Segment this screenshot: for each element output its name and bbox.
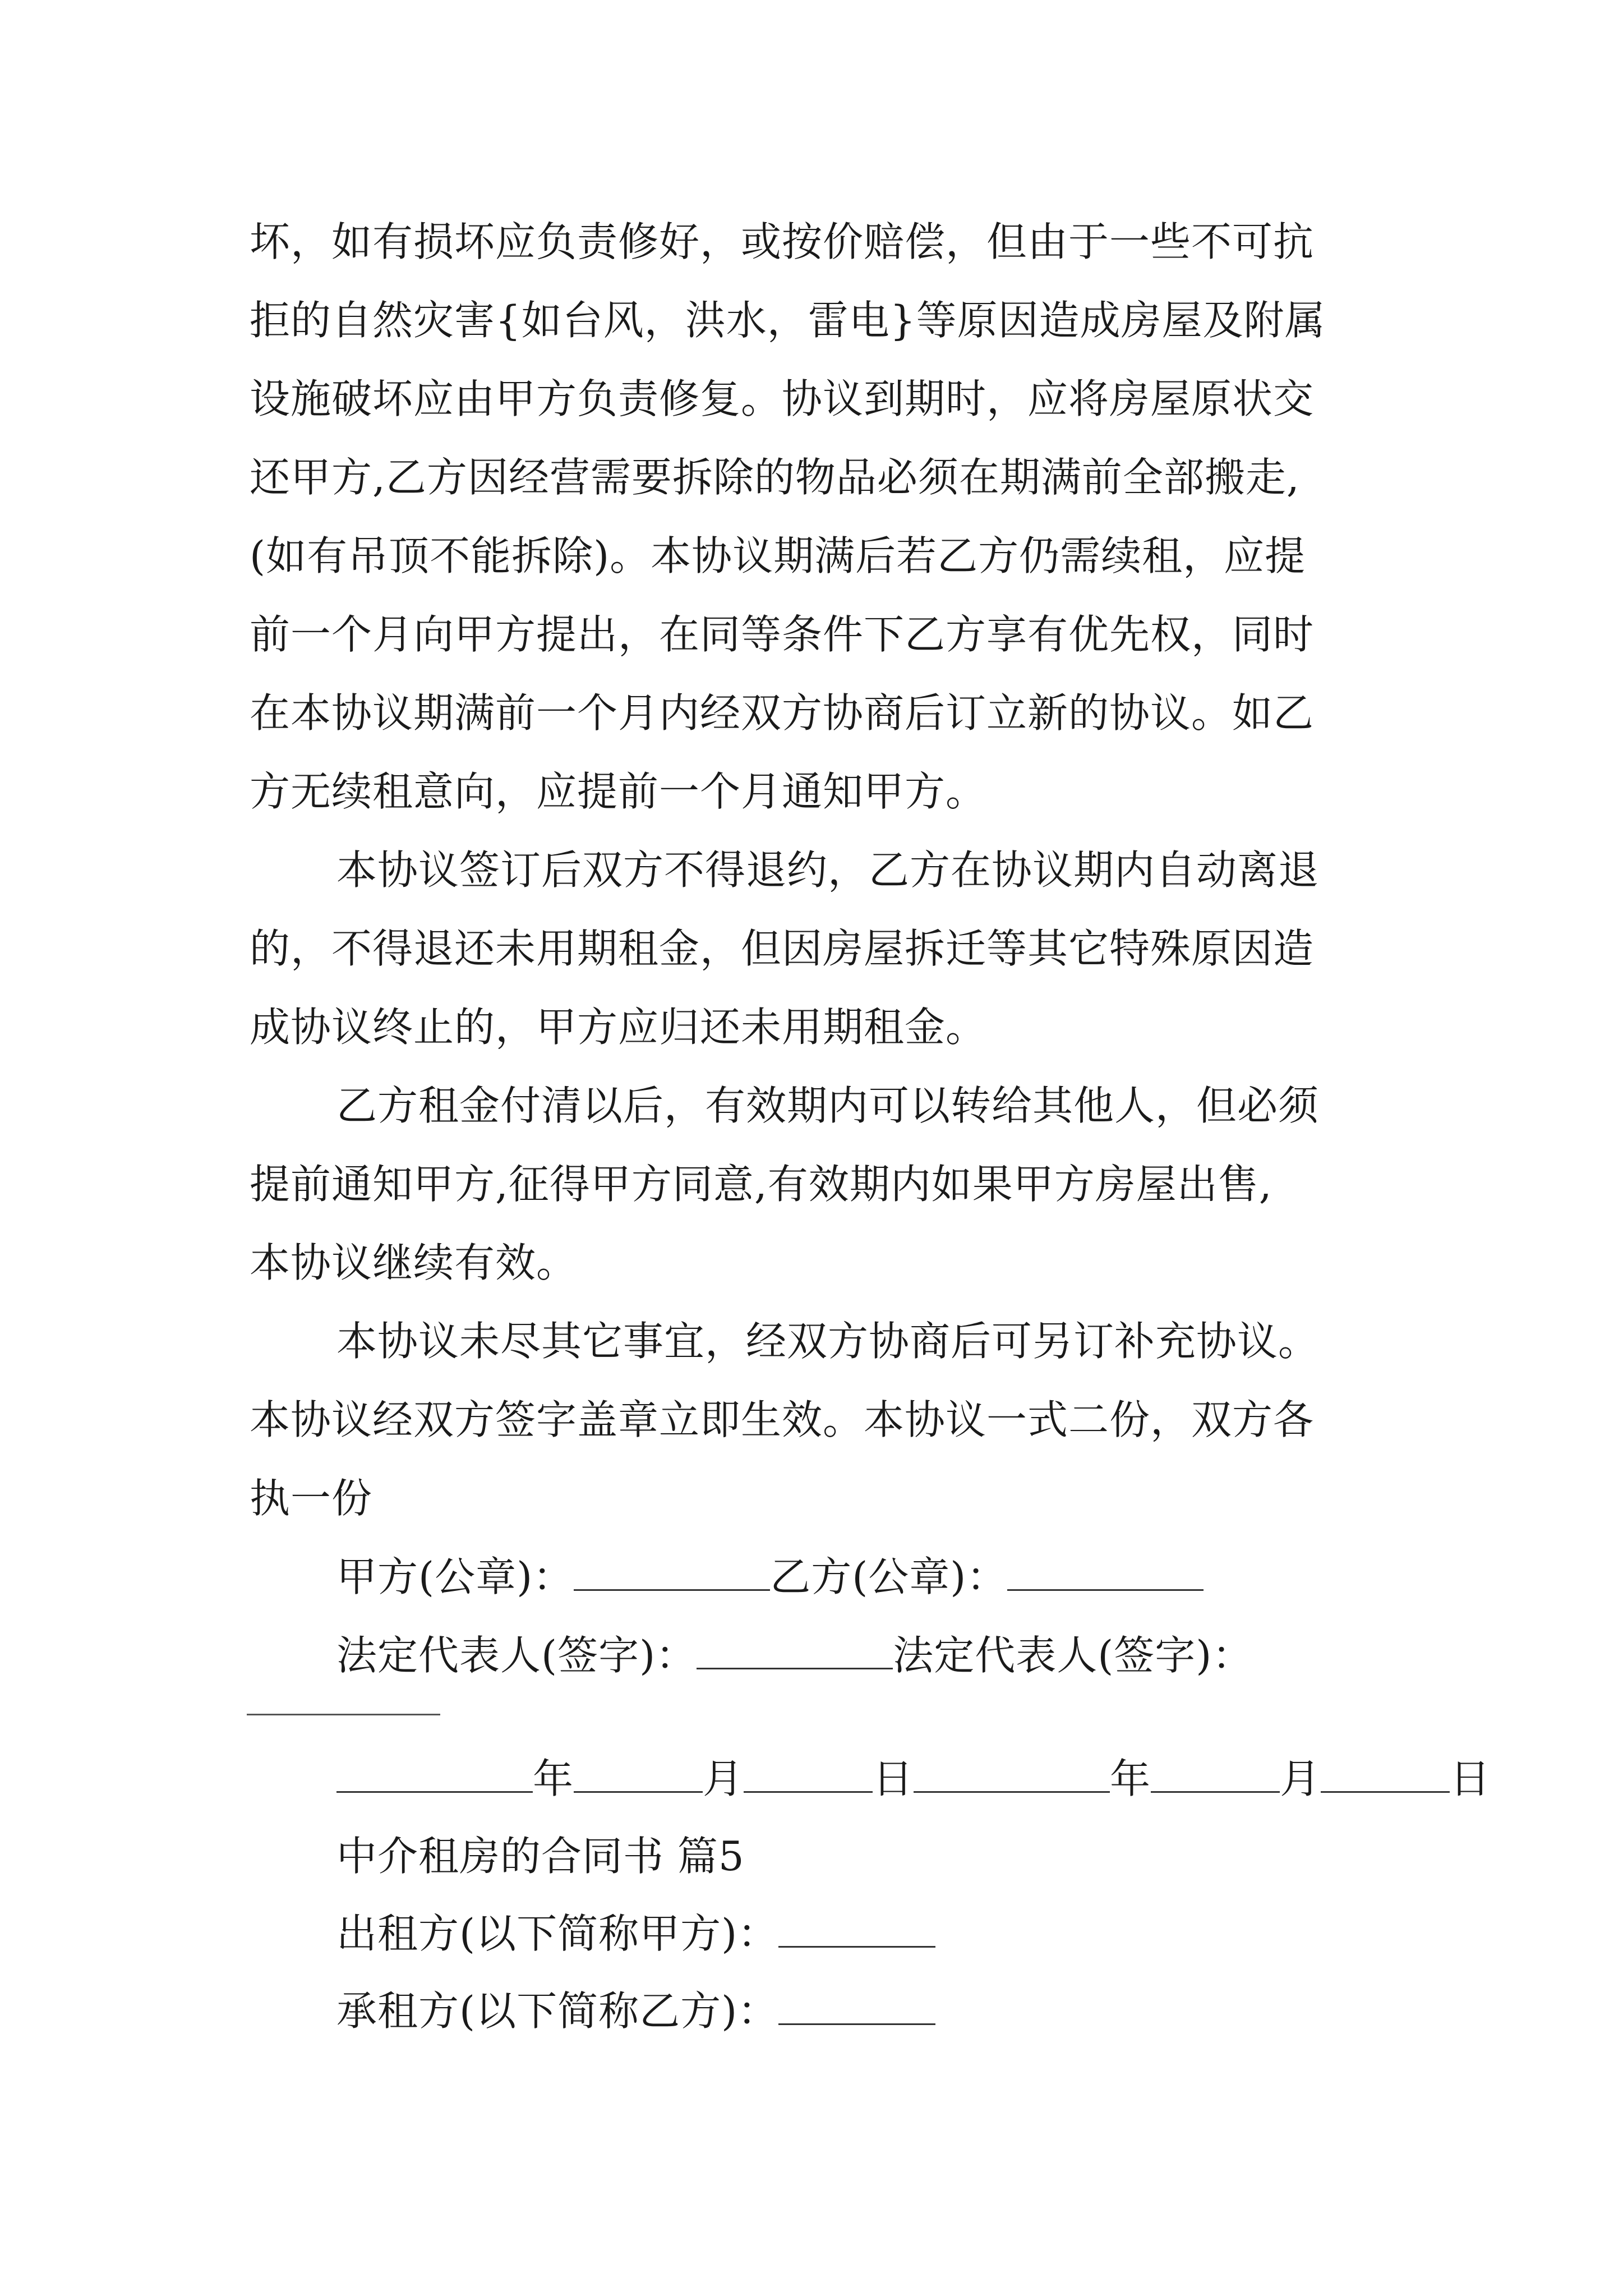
body-line: 成协议终止的，甲方应归还未用期租金。 [250, 1004, 987, 1051]
day-blank-b [1321, 1756, 1450, 1793]
lessor-line [336, 1906, 935, 1962]
section-title: 中介租房的合同书 篇5 [336, 1833, 745, 1880]
representative-line [336, 1627, 1253, 1683]
lessee-label: 承租方(以下简称乙方)： [336, 1987, 779, 2035]
body-line: (如有吊顶不能拆除)。本协议期满后若乙方仍需续租，应提 [250, 532, 1306, 579]
day-label: 日 [1450, 1755, 1491, 1802]
body-line: 的，不得退还未用期租金，但因房屋拆迁等其它特殊原因造 [250, 925, 1315, 972]
party-b-seal-label: 乙方(公章)： [770, 1553, 1008, 1600]
lessor-blank [778, 1911, 935, 1948]
lessor-label: 出租方(以下简称甲方)： [336, 1910, 779, 1957]
month-blank-a [574, 1756, 703, 1793]
year-blank-b [914, 1756, 1110, 1793]
body-line: 还甲方,乙方因经营需要拆除的物品必须在期满前全部搬走, [250, 454, 1300, 501]
day-label: 日 [873, 1755, 914, 1802]
date-line [336, 1751, 1491, 1807]
body-line: 设施破坏应由甲方负责修复。协议到期时，应将房屋原状交 [250, 375, 1315, 422]
paragraph-start: 本协议未尽其它事宜，经双方协商后可另订补充协议。 [336, 1318, 1320, 1365]
body-line: 提前通知甲方,征得甲方同意,有效期内如果甲方房屋出售, [250, 1161, 1272, 1208]
month-label: 月 [1280, 1755, 1321, 1802]
month-blank-b [1151, 1756, 1280, 1793]
party-a-seal-blank [574, 1554, 770, 1591]
body-line: 拒的自然灾害{如台风，洪水，雷电}等原因造成房屋及附属 [250, 297, 1326, 344]
rep-a-label: 法定代表人(签字)： [336, 1632, 697, 1679]
paragraph-start: 乙方租金付清以后，有效期内可以转给其他人，但必须 [336, 1082, 1320, 1129]
lessee-blank [778, 1989, 935, 2025]
party-a-seal-label: 甲方(公章)： [336, 1553, 574, 1600]
rep-b-label: 法定代表人(签字)： [893, 1632, 1253, 1679]
body-line: 本协议继续有效。 [250, 1239, 578, 1286]
year-label: 年 [1110, 1755, 1151, 1802]
body-line: 执一份 [250, 1475, 373, 1522]
rep-a-blank [697, 1633, 893, 1669]
year-label: 年 [533, 1755, 574, 1802]
party-b-seal-blank [1007, 1554, 1204, 1591]
body-line: 坏，如有损坏应负责修好，或按价赔偿，但由于一些不可抗 [250, 218, 1315, 265]
lessee-line [336, 1983, 935, 2039]
paragraph-start: 本协议签订后双方不得退约，乙方在协议期内自动离退 [336, 846, 1320, 894]
day-blank-a [744, 1756, 873, 1793]
seal-line [336, 1549, 1204, 1605]
body-line: 本协议经双方签字盖章立即生效。本协议一式二份，双方各 [250, 1396, 1315, 1443]
year-blank-a [336, 1756, 533, 1793]
body-line: 方无续租意向，应提前一个月通知甲方。 [250, 768, 987, 815]
body-line: 在本协议期满前一个月内经双方协商后订立新的协议。如乙 [250, 689, 1315, 737]
signature-rule [247, 1714, 440, 1715]
month-label: 月 [703, 1755, 744, 1802]
body-line: 前一个月向甲方提出，在同等条件下乙方享有优先权，同时 [250, 611, 1315, 658]
